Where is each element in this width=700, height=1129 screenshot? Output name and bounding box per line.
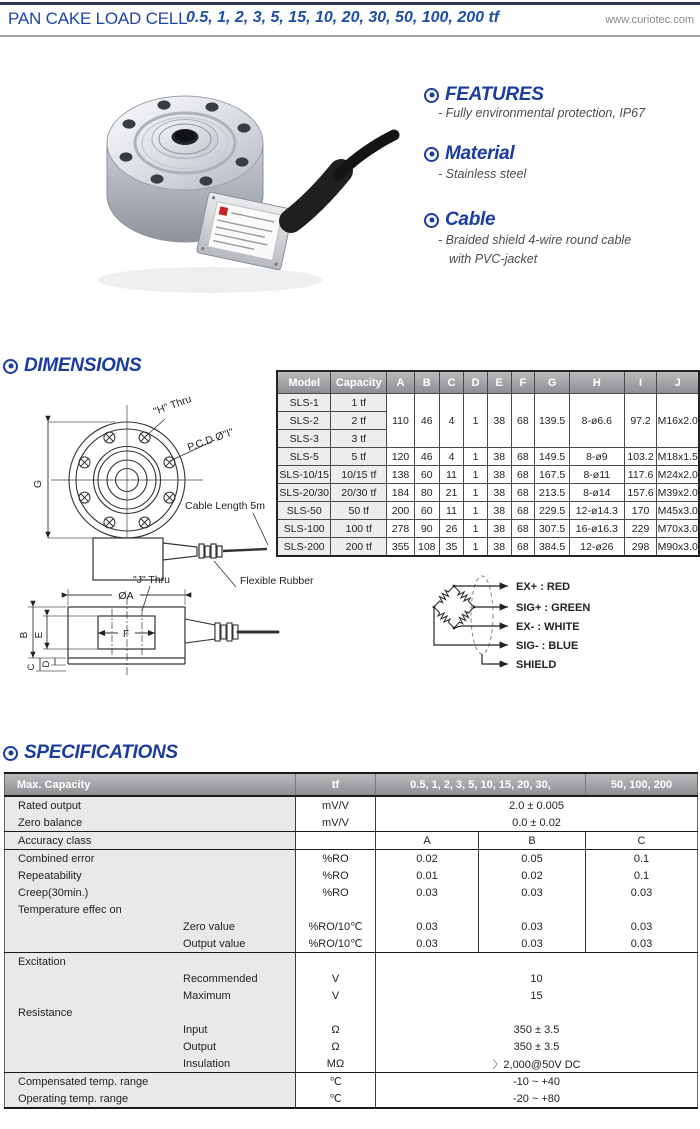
dim-table-row: [277, 538, 699, 557]
spec-cell-label: Temperature effec on: [5, 901, 296, 918]
dim-cell-model: SLS-200: [277, 538, 331, 557]
spec-table-row: [5, 1090, 698, 1108]
dim-table-row: [277, 484, 699, 502]
spec-cell-label: Excitation: [5, 953, 296, 971]
dim-label-pcd: P.C.D Ø"I": [185, 426, 236, 454]
dim-table-row: [277, 520, 699, 538]
cable-heading: Cable: [424, 209, 495, 231]
spec-cell-value: 0.03: [479, 918, 586, 935]
spec-cell-value: [586, 901, 698, 918]
spec-cell-label: Creep(30min.): [5, 884, 296, 901]
dim-cell-value: 68: [511, 466, 535, 484]
dim-col-header: J: [657, 371, 699, 394]
spec-cell-unit: ℃: [296, 1090, 376, 1108]
dim-cell-value: 80: [414, 484, 439, 502]
dim-cell-capacity: 50 tf: [331, 502, 387, 520]
spec-table-row: [5, 884, 698, 901]
spec-cell-unit: mV/V: [296, 814, 376, 832]
spec-table-row: [5, 970, 698, 987]
spec-cell-value: 0.03: [586, 935, 698, 953]
dim-cell-value: 11: [439, 502, 464, 520]
wire-label-sig-plus: SIG+ : GREEN: [516, 602, 591, 614]
spec-cell-label: Rated output: [5, 796, 296, 814]
dim-cell-value: 298: [624, 538, 657, 557]
spec-cell-unit: Ω: [296, 1038, 376, 1055]
spec-cell-unit: [296, 832, 376, 850]
dim-cell-value: 26: [439, 520, 464, 538]
dim-cell-value: 21: [439, 484, 464, 502]
dim-cell-value: 68: [511, 394, 535, 448]
dimensions-heading: DIMENSIONS: [3, 355, 141, 377]
material-item: - Stainless steel: [438, 167, 527, 181]
website-url: www.curiotec.com: [605, 14, 694, 26]
dim-cell-capacity: 100 tf: [331, 520, 387, 538]
spec-cell-label: Input: [5, 1021, 296, 1038]
spec-cell-value: B: [479, 832, 586, 850]
spec-header-range-ab: 0.5, 1, 2, 3, 5, 10, 15, 20, 30,: [376, 773, 586, 796]
features-item: - Fully environmental protection, IP67: [438, 106, 646, 120]
spec-cell-value: 0.03: [479, 935, 586, 953]
spec-cell-label: Output: [5, 1038, 296, 1055]
spec-cell-value: A: [376, 832, 479, 850]
section-bullet-icon: [3, 359, 18, 374]
dim-cell-value: 12-ø14.3: [569, 502, 624, 520]
spec-table-row: [5, 1055, 698, 1073]
dim-label-flexible-rubber: Flexible Rubber: [240, 575, 314, 587]
section-bullet-icon: [3, 746, 18, 761]
dim-cell-value: 1: [464, 466, 488, 484]
spec-table-row: [5, 1038, 698, 1055]
dim-cell-capacity: 10/15 tf: [331, 466, 387, 484]
section-bullet-icon: [424, 147, 439, 162]
wire-label-sig-minus: SIG- : BLUE: [516, 640, 579, 652]
dim-cell-value: 60: [414, 502, 439, 520]
dim-cell-value: M70x3.0: [657, 520, 699, 538]
dim-col-header: D: [464, 371, 488, 394]
dim-cell-value: 213.5: [535, 484, 570, 502]
dim-cell-capacity: 200 tf: [331, 538, 387, 557]
dim-cell-model: SLS-50: [277, 502, 331, 520]
spec-cell-unit: %RO/10℃: [296, 918, 376, 935]
spec-cell-unit: ℃: [296, 1073, 376, 1091]
spec-cell-label: Accuracy class: [5, 832, 296, 850]
dim-cell-model: SLS-5: [277, 448, 331, 466]
spec-table-row: [5, 935, 698, 953]
dim-cell-value: 120: [387, 448, 415, 466]
dimensions-table: [276, 370, 700, 557]
spec-cell-value: 350 ± 3.5: [376, 1021, 698, 1038]
dim-cell-value: 97.2: [624, 394, 657, 448]
spec-header-max-capacity: Max. Capacity: [5, 773, 296, 796]
dim-cell-value: 138: [387, 466, 415, 484]
dim-cell-value: 68: [511, 538, 535, 557]
section-bullet-icon: [424, 213, 439, 228]
spec-cell-unit: [296, 953, 376, 971]
spec-cell-value: 0.1: [586, 850, 698, 868]
dim-cell-value: M90x3.0: [657, 538, 699, 557]
spec-table-row: [5, 867, 698, 884]
spec-cell-unit: [296, 901, 376, 918]
spec-table-row: [5, 953, 698, 971]
spec-table-row: [5, 1073, 698, 1091]
spec-cell-label: Operating temp. range: [5, 1090, 296, 1108]
top-accent-bar: [0, 2, 700, 5]
wiring-diagram: [430, 555, 698, 680]
dim-cell-value: 8-ø9: [569, 448, 624, 466]
spec-cell-unit: Ω: [296, 1021, 376, 1038]
dim-cell-value: 38: [487, 502, 511, 520]
dim-cell-capacity: 3 tf: [331, 430, 387, 448]
dim-label-c: C: [26, 663, 37, 671]
dim-cell-value: 38: [487, 520, 511, 538]
dim-cell-value: 1: [464, 538, 488, 557]
dim-label-e: E: [34, 631, 45, 639]
dim-cell-model: SLS-2: [277, 412, 331, 430]
spec-cell-unit: mV/V: [296, 796, 376, 814]
dim-col-header: C: [439, 371, 464, 394]
dim-cell-capacity: 1 tf: [331, 394, 387, 412]
spec-cell-unit: %RO: [296, 850, 376, 868]
dim-cell-value: 103.2: [624, 448, 657, 466]
spec-table-row: [5, 814, 698, 832]
spec-cell-value: 2.0 ± 0.005: [376, 796, 698, 814]
spec-cell-value: C: [586, 832, 698, 850]
dim-cell-value: M24x2.0: [657, 466, 699, 484]
dim-label-f: F: [122, 629, 130, 640]
dim-cell-value: 12-ø26: [569, 538, 624, 557]
dim-cell-value: 229.5: [535, 502, 570, 520]
spec-cell-unit: %RO: [296, 884, 376, 901]
spec-cell-value: [376, 953, 698, 971]
photo-shadow: [98, 267, 322, 293]
dim-label-oa: ØA: [118, 590, 134, 602]
capacity-range: 0.5, 1, 2, 3, 5, 15, 10, 20, 30, 50, 100, 200 tf: [186, 9, 500, 26]
dim-cell-value: 46: [414, 394, 439, 448]
spec-table-row: [5, 918, 698, 935]
dim-cell-value: 38: [487, 484, 511, 502]
dim-cell-value: 90: [414, 520, 439, 538]
dim-col-header: E: [487, 371, 511, 394]
spec-cell-value: 0.03: [479, 884, 586, 901]
spec-cell-value: [376, 901, 479, 918]
dim-table-row: [277, 466, 699, 484]
dim-label-g: G: [32, 479, 44, 489]
dim-cell-value: 184: [387, 484, 415, 502]
dim-cell-model: SLS-100: [277, 520, 331, 538]
dim-cell-value: 108: [414, 538, 439, 557]
dim-label-d: D: [41, 660, 52, 668]
spec-cell-value: 0.0 ± 0.02: [376, 814, 698, 832]
dim-cell-value: M45x3.0: [657, 502, 699, 520]
dim-cell-value: 170: [624, 502, 657, 520]
dim-cell-value: 8-ø11: [569, 466, 624, 484]
dim-col-header: G: [535, 371, 570, 394]
dim-cell-value: 355: [387, 538, 415, 557]
dim-cell-model: SLS-10/15: [277, 466, 331, 484]
spec-cell-value: -20 ~ +80: [376, 1090, 698, 1108]
spec-cell-label: Combined error: [5, 850, 296, 868]
dim-col-header: I: [624, 371, 657, 394]
dim-cell-capacity: 2 tf: [331, 412, 387, 430]
dim-cell-value: 60: [414, 466, 439, 484]
spec-cell-value: 0.02: [376, 850, 479, 868]
spec-header-range-c: 50, 100, 200: [586, 773, 698, 796]
wheatstone-bridge: [434, 586, 474, 628]
spec-cell-value: 0.03: [376, 918, 479, 935]
dim-cell-value: 1: [464, 448, 488, 466]
dim-cell-value: 1: [464, 520, 488, 538]
dim-label-j-thru: "J" Thru: [133, 574, 171, 586]
spec-cell-value: 0.03: [376, 935, 479, 953]
load-cell-photo: [60, 75, 400, 305]
dim-cell-value: 8-ø14: [569, 484, 624, 502]
dim-cell-value: M18x1.5: [657, 448, 699, 466]
spec-cell-value: 0.01: [376, 867, 479, 884]
dim-cell-value: 8-ø6.6: [569, 394, 624, 448]
dim-label-b: B: [19, 631, 30, 639]
section-bullet-icon: [424, 88, 439, 103]
spec-table-row: [5, 987, 698, 1004]
dim-cell-model: SLS-20/30: [277, 484, 331, 502]
cable-item-line1: - Braided shield 4-wire round cable: [438, 233, 632, 247]
spec-cell-unit: %RO: [296, 867, 376, 884]
dim-cell-value: M16x2.0: [657, 394, 699, 448]
connector-box: [196, 192, 293, 271]
spec-cell-unit: %RO/10℃: [296, 935, 376, 953]
dim-cell-value: 307.5: [535, 520, 570, 538]
dim-cell-value: 139.5: [535, 394, 570, 448]
spec-cell-unit: V: [296, 987, 376, 1004]
dim-cell-value: 4: [439, 448, 464, 466]
cable-item-line2: with PVC-jacket: [449, 252, 538, 266]
spec-cell-unit: V: [296, 970, 376, 987]
dim-col-header: F: [511, 371, 535, 394]
page-title: PAN CAKE LOAD CELL: [8, 9, 188, 28]
header-divider: [0, 35, 700, 37]
spec-cell-value: 0.02: [479, 867, 586, 884]
shield-ellipse: [471, 576, 493, 654]
dim-table-row: [277, 394, 699, 412]
spec-header-unit: tf: [296, 773, 376, 796]
dim-cell-value: 149.5: [535, 448, 570, 466]
spec-table-row: [5, 1021, 698, 1038]
material-heading: Material: [424, 143, 514, 165]
cable-boot: [291, 171, 341, 221]
dim-cell-value: 278: [387, 520, 415, 538]
side-view-drawing: [0, 553, 340, 685]
spec-cell-value: 15: [376, 987, 698, 1004]
spec-cell-label: Zero balance: [5, 814, 296, 832]
dim-cell-value: 38: [487, 394, 511, 448]
spec-table-row: [5, 1004, 698, 1021]
dim-cell-value: 1: [464, 502, 488, 520]
dim-cell-value: 46: [414, 448, 439, 466]
dim-cell-value: M39x2.0: [657, 484, 699, 502]
spec-cell-value: 0.1: [586, 867, 698, 884]
dim-cell-capacity: 20/30 tf: [331, 484, 387, 502]
spec-cell-label: Maximum: [5, 987, 296, 1004]
dim-cell-value: 229: [624, 520, 657, 538]
spec-cell-value: -10 ~ +40: [376, 1073, 698, 1091]
spec-cell-label: Insulation: [5, 1055, 296, 1073]
dim-cell-value: 384.5: [535, 538, 570, 557]
dim-cell-value: 110: [387, 394, 415, 448]
spec-cell-label: Zero value: [5, 918, 296, 935]
dim-col-header: Capacity: [331, 371, 387, 394]
spec-cell-value: [376, 1004, 698, 1021]
dim-cell-value: 38: [487, 448, 511, 466]
features-heading: FEATURES: [424, 84, 544, 106]
specifications-table: [4, 772, 698, 1109]
spec-cell-value: 0.05: [479, 850, 586, 868]
spec-cell-unit: MΩ: [296, 1055, 376, 1073]
dim-table-header-row: [277, 371, 699, 394]
spec-cell-label: Compensated temp. range: [5, 1073, 296, 1091]
spec-cell-value: [479, 901, 586, 918]
dim-cell-value: 35: [439, 538, 464, 557]
dim-cell-model: SLS-3: [277, 430, 331, 448]
dim-cell-value: 68: [511, 520, 535, 538]
spec-cell-value: 0.03: [376, 884, 479, 901]
spec-cell-value: 0.03: [586, 918, 698, 935]
dim-label-h-thru: "H" Thru: [151, 393, 194, 418]
cable: [338, 135, 394, 175]
wire-label-shield: SHIELD: [516, 659, 557, 671]
dim-cell-value: 68: [511, 502, 535, 520]
dim-cell-value: 11: [439, 466, 464, 484]
dim-col-header: Model: [277, 371, 331, 394]
spec-cell-value: 10: [376, 970, 698, 987]
dim-cell-value: 16-ø16.3: [569, 520, 624, 538]
dim-cell-model: SLS-1: [277, 394, 331, 412]
dim-cell-value: 157.6: [624, 484, 657, 502]
spec-cell-value: 350 ± 3.5: [376, 1038, 698, 1055]
wire-label-ex-minus: EX- : WHITE: [516, 621, 580, 633]
spec-cell-label: Repeatability: [5, 867, 296, 884]
dim-cell-value: 1: [464, 394, 488, 448]
dim-cell-value: 38: [487, 538, 511, 557]
spec-table-row: [5, 796, 698, 814]
spec-table-row: [5, 850, 698, 868]
dim-cell-value: 68: [511, 448, 535, 466]
spec-cell-value: 〉2,000@50V DC: [376, 1055, 698, 1073]
dim-cell-value: 1: [464, 484, 488, 502]
dim-table-row: [277, 448, 699, 466]
dim-cell-value: 68: [511, 484, 535, 502]
dim-table-row: [277, 502, 699, 520]
spec-cell-value: 0.03: [586, 884, 698, 901]
spec-table-row: [5, 901, 698, 918]
dim-label-cable-length: Cable Length 5m: [185, 500, 265, 512]
dim-cell-value: 167.5: [535, 466, 570, 484]
wire-label-ex-plus: EX+ : RED: [516, 581, 571, 593]
dim-cell-capacity: 5 tf: [331, 448, 387, 466]
dim-cell-value: 4: [439, 394, 464, 448]
spec-cell-unit: [296, 1004, 376, 1021]
spec-table-row: [5, 832, 698, 850]
spec-cell-label: Recommended: [5, 970, 296, 987]
specifications-heading: SPECIFICATIONS: [3, 742, 178, 764]
dim-col-header: B: [414, 371, 439, 394]
dim-cell-value: 38: [487, 466, 511, 484]
dim-col-header: A: [387, 371, 415, 394]
dim-cell-value: 200: [387, 502, 415, 520]
spec-table-header-row: [5, 773, 698, 796]
dim-col-header: H: [569, 371, 624, 394]
spec-cell-label: Output value: [5, 935, 296, 953]
spec-cell-label: Resistance: [5, 1004, 296, 1021]
dim-cell-value: 117.6: [624, 466, 657, 484]
